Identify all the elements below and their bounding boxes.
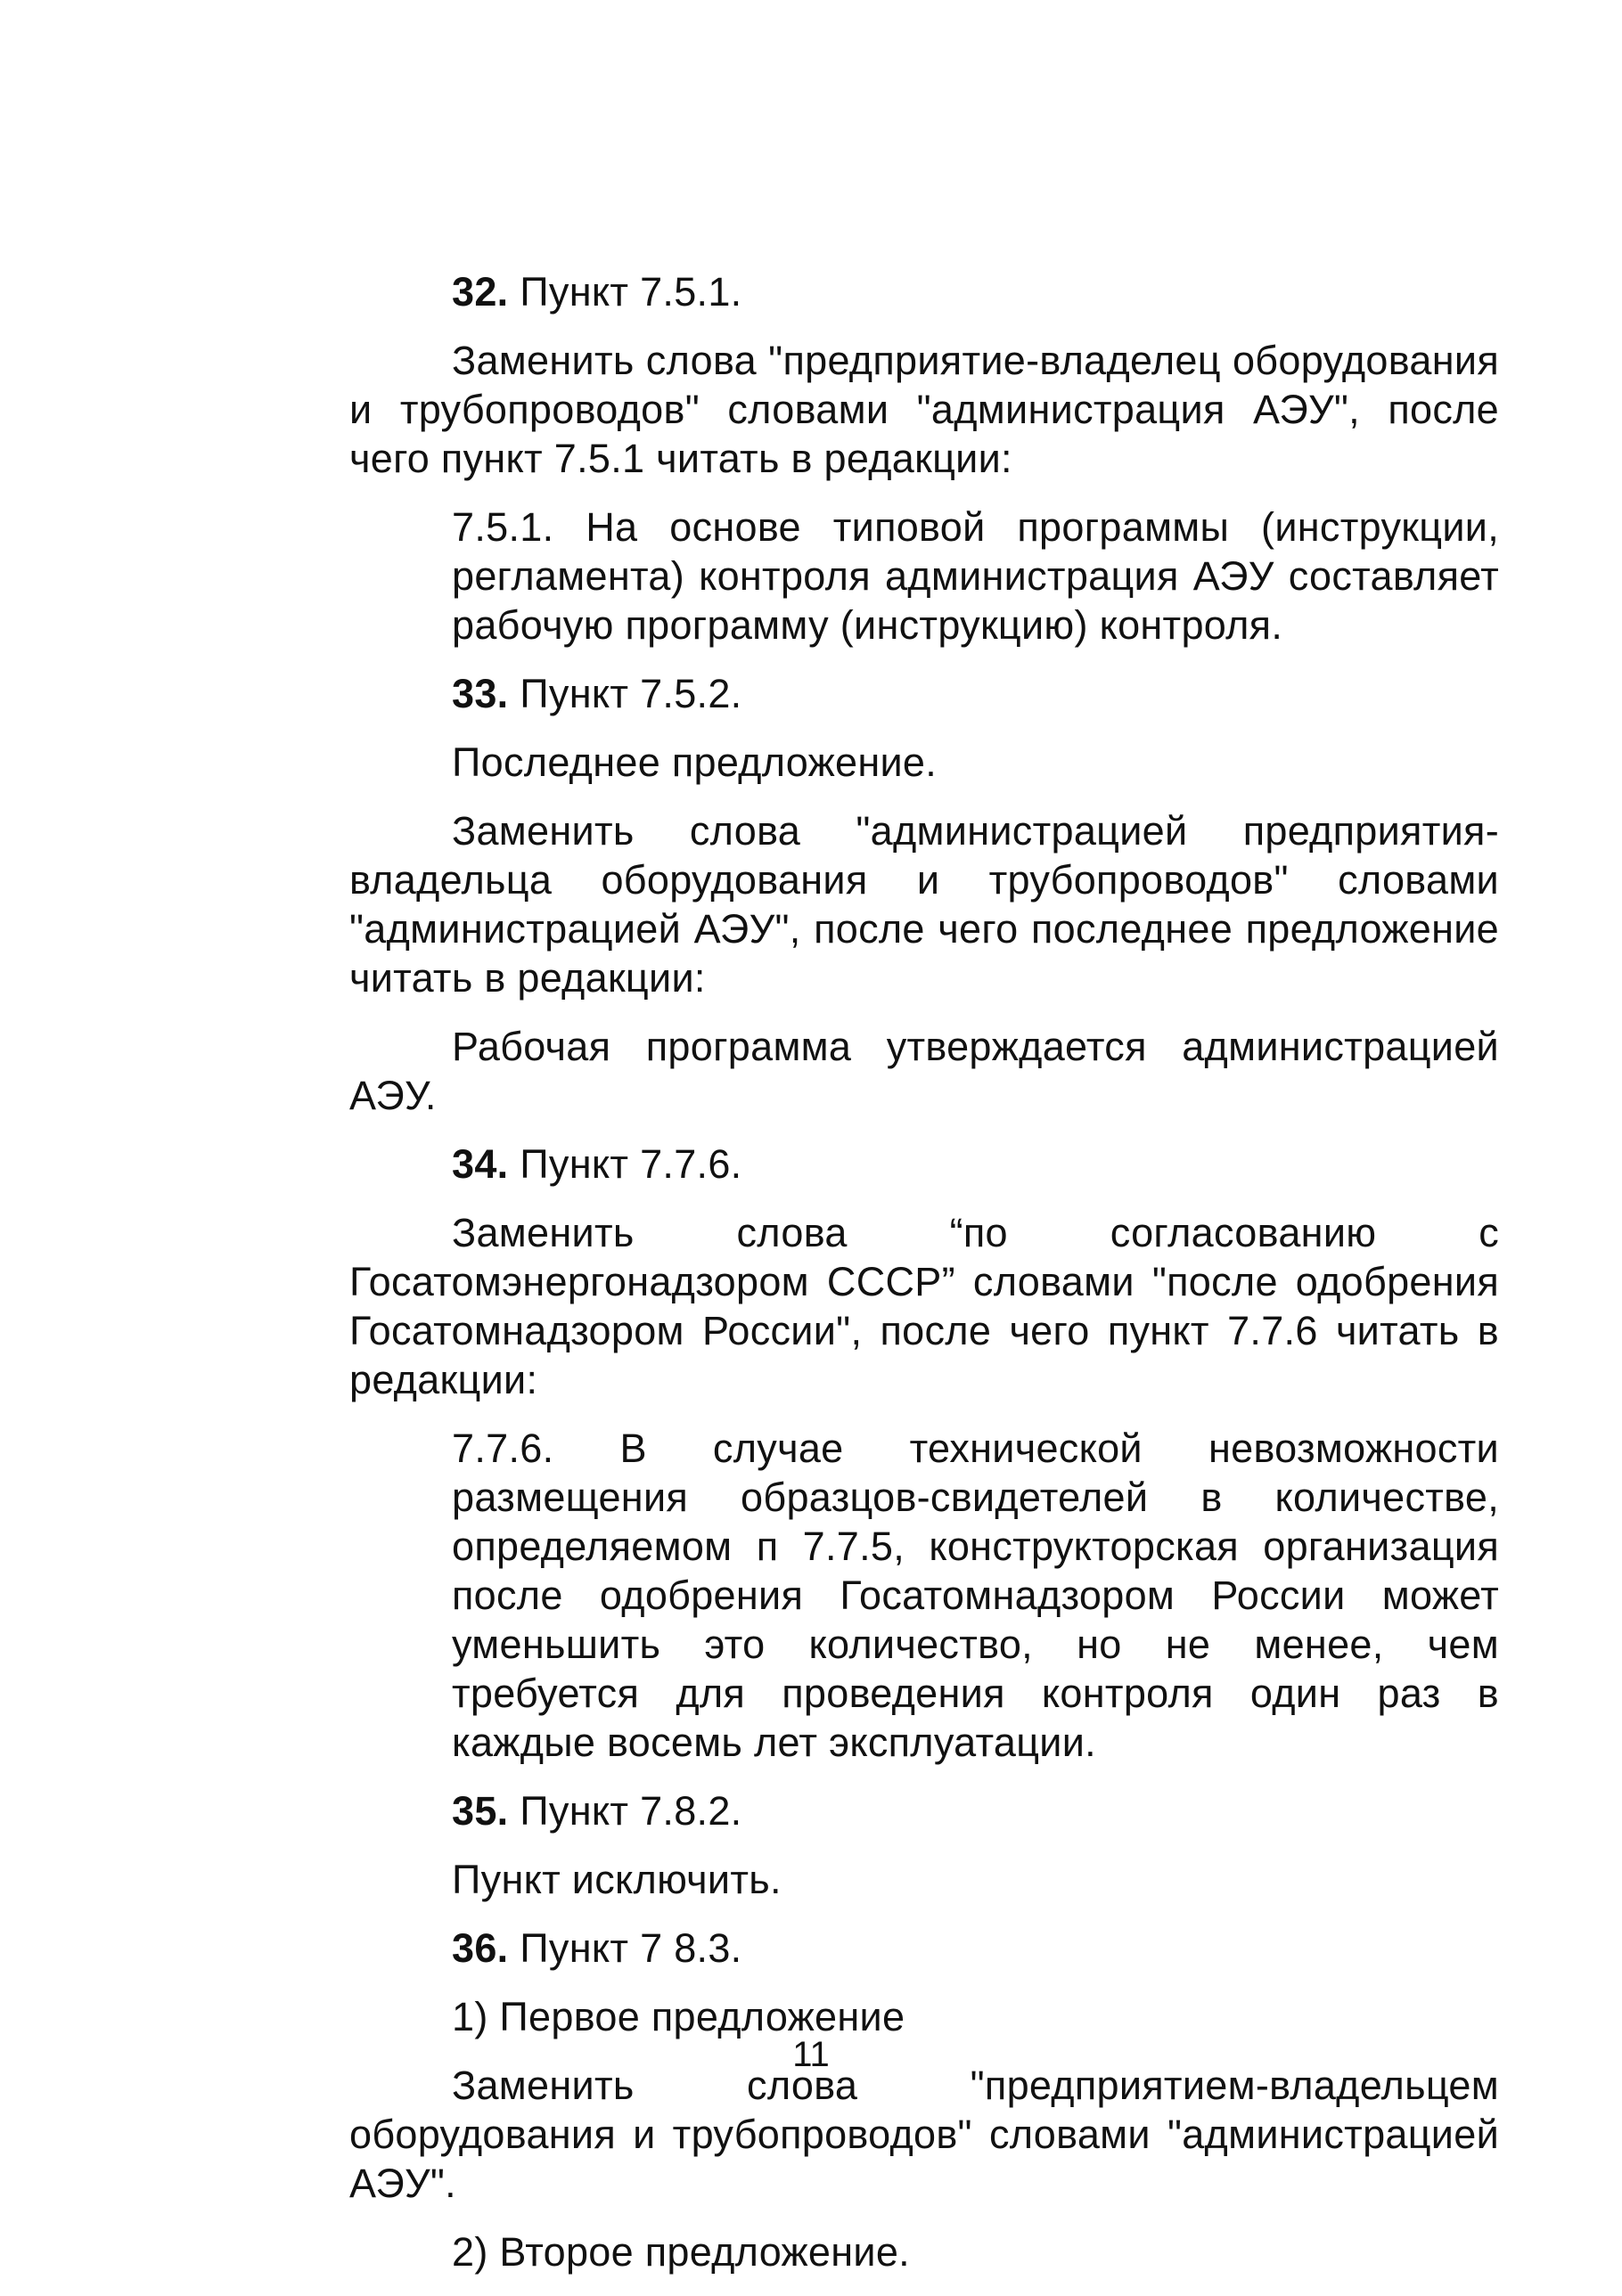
item-number: 34. bbox=[452, 1141, 509, 1187]
item-36-instruction: Заменить слова "предприятием-владельцем оборудования и трубопроводов" словами "администрацией АЭУ". bbox=[349, 2063, 1499, 2206]
item-36-sub1: 1) Первое предложение bbox=[452, 1994, 905, 2039]
item-number: 32. bbox=[452, 269, 509, 315]
item-heading-text: Пункт 7 8.3. bbox=[520, 1925, 742, 1971]
item-heading-text: Пункт 7.8.2. bbox=[520, 1788, 742, 1834]
item-33-quote: Рабочая программа утверждается администрацией АЭУ. bbox=[349, 1024, 1499, 1118]
item-32-heading bbox=[349, 267, 1499, 316]
item-number: 35. bbox=[452, 1788, 509, 1834]
item-34-heading bbox=[349, 1140, 1499, 1189]
item-33-subheading: Последнее предложение. bbox=[452, 739, 938, 785]
item-34-instruction: Заменить слова “по согласованию с Госатомэнергонадзором СССР” словами "после одобрения Госатомнадзором России", после чего пункт 7.7.6 читать в редакции: bbox=[349, 1210, 1499, 1402]
item-number: 36. bbox=[452, 1925, 509, 1971]
item-35-heading bbox=[349, 1786, 1499, 1835]
item-34-quote: 7.7.6. В случае технической невозможности размещения образцов-свидетелей в количестве, определяемом п 7.7.5, конструкторская организация после одобрения Госатомнадзором России может уменьшить это количество, но не менее, чем требуется для проведения контроля один раз в каждые восемь лет эксплуатации. bbox=[452, 1426, 1499, 1765]
item-heading-text: Пункт 7.5.1. bbox=[520, 269, 742, 315]
item-33-heading bbox=[349, 669, 1499, 718]
item-number: 33. bbox=[452, 671, 509, 716]
item-32-quote: 7.5.1. На основе типовой программы (инструкции, регламента) контроля администрация АЭУ составляет рабочую программу (инструкцию) контроля. bbox=[452, 504, 1499, 648]
item-35-instruction: Пункт исключить. bbox=[452, 1857, 782, 1902]
item-heading-text: Пункт 7.5.2. bbox=[520, 671, 742, 716]
item-heading-text: Пункт 7.7.6. bbox=[520, 1141, 742, 1187]
item-36-sub2: 2) Второе предложение. bbox=[452, 2229, 910, 2275]
item-33-instruction: Заменить слова "администрацией предприятия-владельца оборудования и трубопроводов" словами "администрацией АЭУ", после чего последнее предложение читать в редакции: bbox=[349, 808, 1499, 1001]
item-32-instruction: Заменить слова "предприятие-владелец оборудования и трубопроводов" словами "администрация АЭУ", после чего пункт 7.5.1 читать в редакции: bbox=[349, 338, 1499, 481]
document-body bbox=[349, 267, 1499, 2296]
item-36-heading bbox=[349, 1924, 1499, 1973]
page-number: 11 bbox=[792, 2035, 830, 2074]
